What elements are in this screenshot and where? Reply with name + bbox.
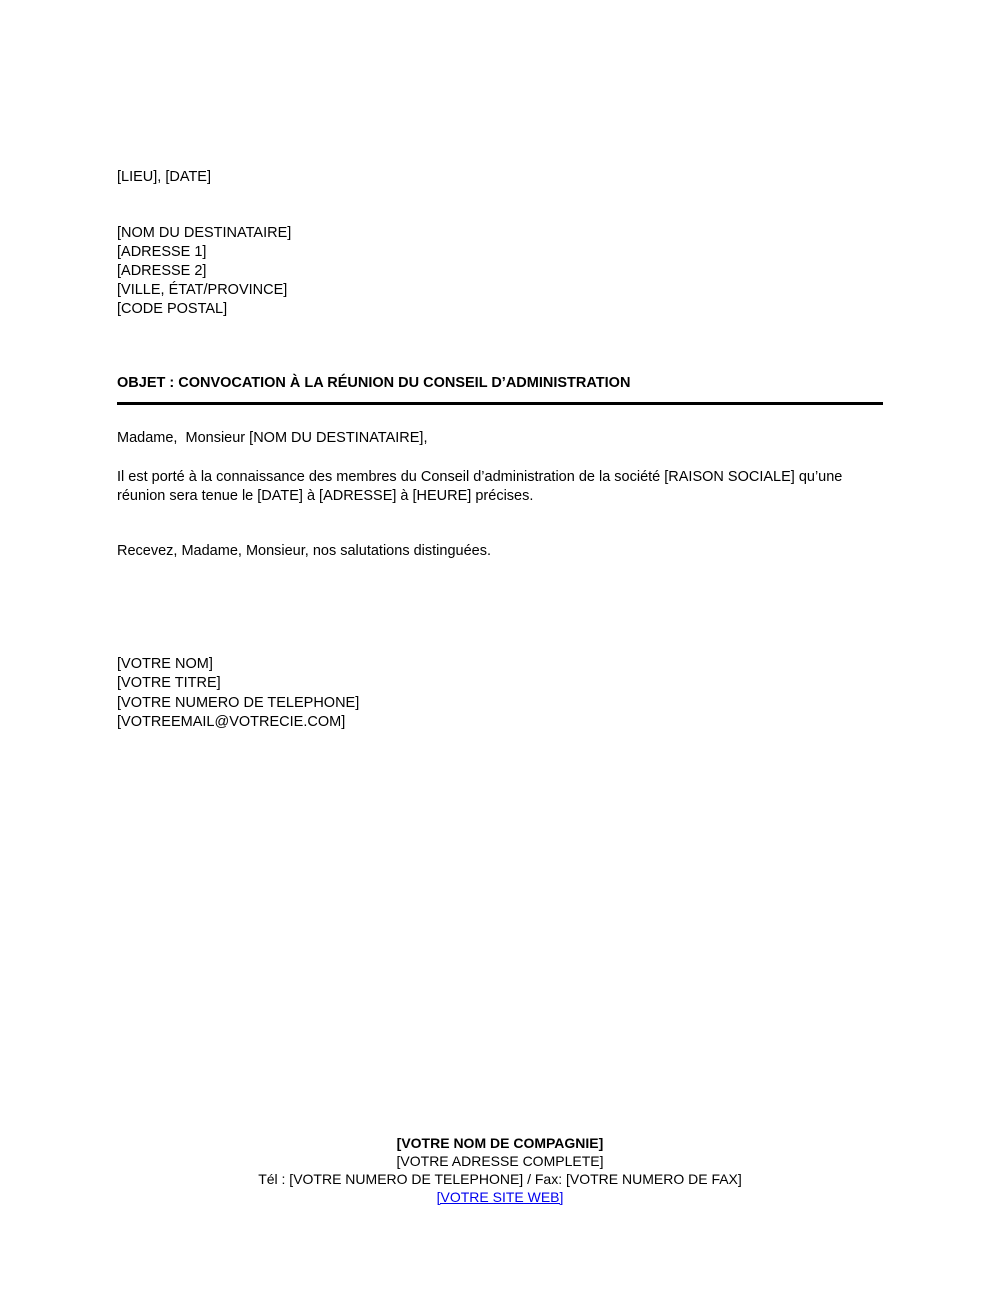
signature-phone: [VOTRE NUMERO DE TELEPHONE] bbox=[117, 694, 360, 711]
recipient-name: [NOM DU DESTINATAIRE] bbox=[117, 225, 292, 241]
closing-line: Recevez, Madame, Monsieur, nos salutations distinguées. bbox=[117, 543, 491, 559]
date-line: [LIEU], [DATE] bbox=[117, 169, 212, 185]
signature-name: [VOTRE NOM] bbox=[117, 656, 213, 672]
recipient-address-2: [ADRESSE 2] bbox=[117, 263, 207, 279]
signature-block bbox=[117, 655, 359, 732]
body-paragraph: Il est porté à la connaissance des membres du Conseil d’administration de la société [RAISON SOCIALE] qu’une réunion sera tenue le [DATE] à [ADRESSE] à [HEURE] précises. bbox=[117, 469, 843, 504]
signature-email: [VOTREEMAIL@VOTRECIE.COM] bbox=[117, 713, 346, 730]
salutation: Madame, Monsieur [NOM DU DESTINATAIRE], bbox=[117, 430, 428, 446]
footer-phone-fax: Tél : [VOTRE NUMERO DE TELEPHONE] / Fax: [VOTRE NUMERO DE FAX] bbox=[258, 1171, 742, 1187]
recipient-address-block bbox=[117, 224, 291, 319]
footer-website-link[interactable]: [VOTRE SITE WEB] bbox=[436, 1189, 564, 1205]
footer-company-name: [VOTRE NOM DE COMPAGNIE] bbox=[396, 1135, 604, 1151]
signature-title: [VOTRE TITRE] bbox=[117, 675, 221, 692]
subject-line: OBJET : CONVOCATION À LA RÉUNION DU CONSEIL D’ADMINISTRATION bbox=[117, 374, 883, 405]
footer-website-line bbox=[0, 1188, 1000, 1206]
recipient-address-1: [ADRESSE 1] bbox=[117, 244, 207, 260]
recipient-city-state: [VILLE, ÉTAT/PROVINCE] bbox=[117, 282, 288, 298]
footer-company-address: [VOTRE ADRESSE COMPLETE] bbox=[396, 1153, 604, 1169]
recipient-postal-code: [CODE POSTAL] bbox=[117, 301, 228, 317]
company-footer bbox=[0, 1134, 1000, 1206]
